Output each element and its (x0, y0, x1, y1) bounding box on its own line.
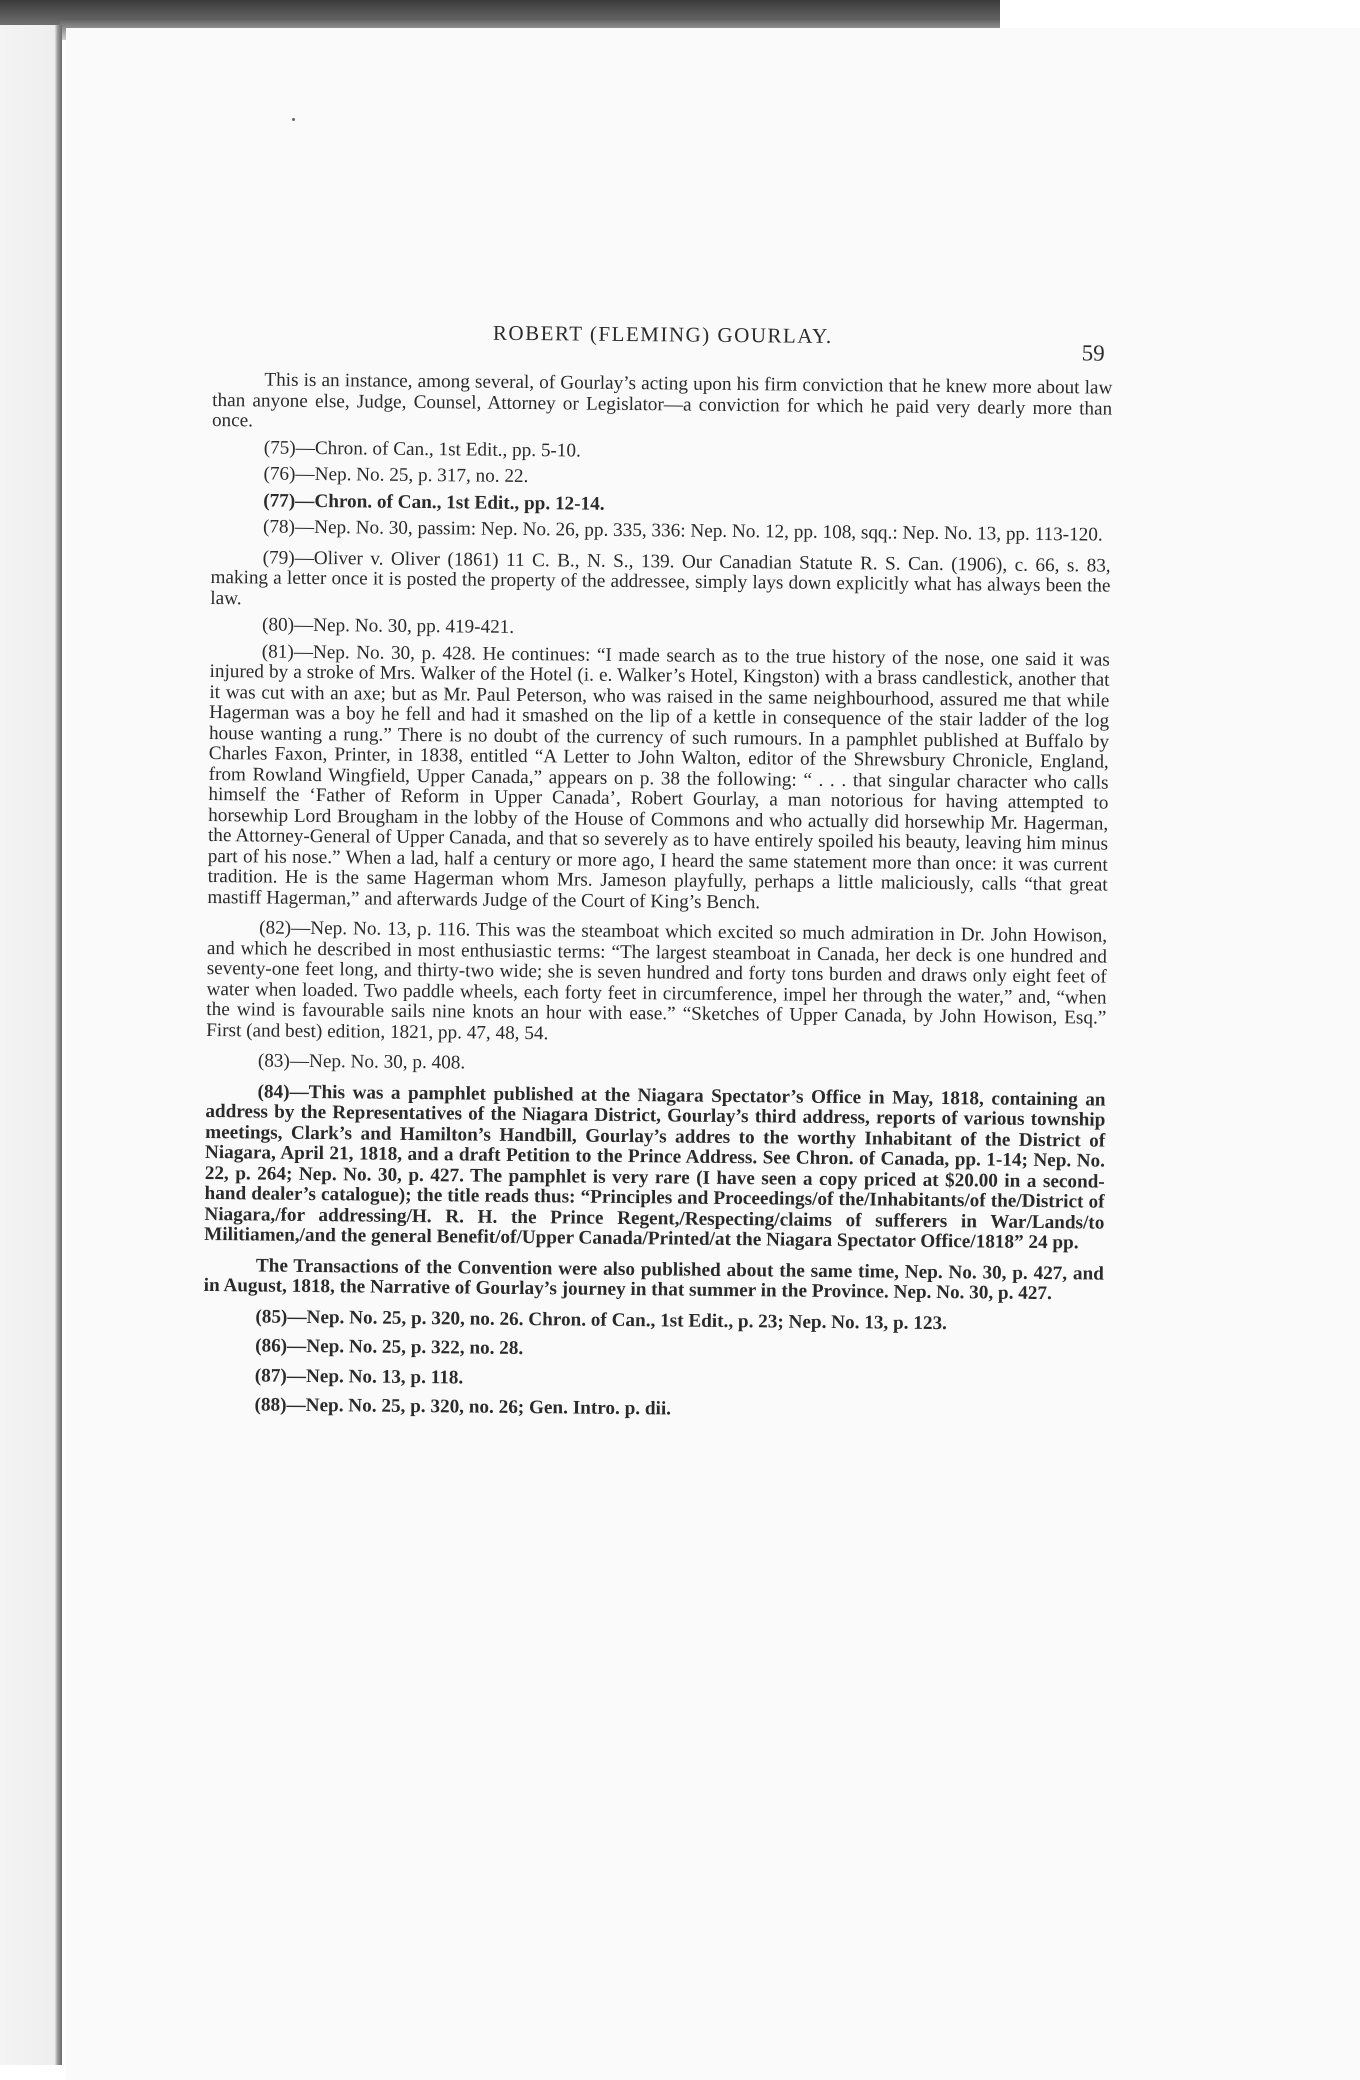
note-75: (75)—Chron. of Can., 1st Edit., pp. 5-10. (263, 436, 581, 462)
running-head: ROBERT (FLEMING) GOURLAY. (492, 320, 833, 348)
ink-speck (292, 118, 295, 121)
note-79: (79)—Oliver v. Oliver (1861) 11 C. B., N. S., 139. Our Canadian Statute R. S. Can. (1906), c. 66, s. 83, making a letter once it is posted the property of the addressee, simply lays down explicitly what has always been the law. (210, 546, 1111, 609)
note-81: (81)—Nep. No. 30, p. 428. He continues: “I made search as to the true history of the nose, one said it was injured by a stroke of Mrs. Walker of the Hotel (i. e. Walker’s Hotel, Kingston) with a brass candlestick, another that it was cut with an axe; but as Mr. Paul Peterson, who was raised in the same neighbourhood, assured me that while Hagerman was a boy he fell and had it smashed on the lip of a kettle in consequence of the stair ladder of the log house wanting a rung.” There is no doubt of the currency of such rumours. In a pamphlet published at Buffalo by Charles Faxon, Printer, in 1838, entitled “A Letter to John Walton, editor of the Shrewsbury Chronicle, England, from Rowland Wingfield, Upper Canada,” appears on p. 38 the following: “ . . . that singular character who calls himself the ‘Father of Reform in Upper Canada’, Robert Gourlay, a man notorious for having attempted to horsewhip Lord Brougham in the lobby of the House of Commons and who actually did horsewhip Mr. Hagerman, the Attorney-General of Upper Canada, and that so severely as to have entirely spoiled his beauty, leaving him minus part of his nose.” When a lad, half a century or more ago, I heard the same statement more than once: it was current tradition. He is the same Hagerman whom Mrs. Jameson playfully, perhaps a little maliciously, calls “that great mastiff Hagerman,” and afterwards Judge of the Court of King’s Bench. (207, 640, 1110, 913)
endnotes (202, 370, 1112, 1424)
note-85: (85)—Nep. No. 25, p. 320, no. 26. Chron. of Can., 1st Edit., p. 23; Nep. No. 13, p. 123. (255, 1305, 948, 1334)
note-82: (82)—Nep. No. 13, p. 116. This was the steamboat which excited so much admiration in Dr. John Howison, and which he described in most enthusiastic terms: “The largest steamboat in Canada, her deck is one hundred and seventy-one feet long, and thirty-two wide; she is seven hundred and forty tons burden and draws only eight feet of water when loaded. Two paddle wheels, each forty feet in circumference, impel her through the water,” and, “when the wind is favourable sails nine knots an hour with ease.” “Sketches of Upper Canada, by John Howison, Esq.” First (and best) edition, 1821, pp. 47, 48, 54. (206, 917, 1108, 1044)
facing-page-edge (0, 25, 62, 2065)
page-header (213, 318, 1113, 379)
note-88: (88)—Nep. No. 25, p. 320, no. 26; Gen. Intro. p. dii. (254, 1394, 672, 1420)
convention-paragraph: The Transactions of the Convention were also published about the same time, Nep. No. 30, p. 427, and in August, 1818, the Narrative of Gourlay’s journey in that summer in the Province. Nep. No. 30, p. 427. (203, 1254, 1104, 1305)
page-number: 59 (1081, 340, 1105, 366)
note-86: (86)—Nep. No. 25, p. 322, no. 28. (255, 1335, 524, 1360)
note-87: (87)—Nep. No. 13, p. 118. (254, 1364, 464, 1388)
note-78: (78)—Nep. No. 30, passim: Nep. No. 26, pp. 335, 336: Nep. No. 12, pp. 108, sqq.: Nep. No. 13, pp. 113-120. (262, 516, 1103, 546)
note-77: (77)—Chron. of Can., 1st Edit., pp. 12-14. (263, 489, 605, 515)
page-content (202, 318, 1113, 1433)
note-84: (84)—This was a pamphlet published at the Niagara Spectator’s Office in May, 1818, containing an address by the Representatives of the Niagara District, Gourlay’s third address, reports of various township meetings, Clark’s and Hamilton’s Handbill, Gourlay’s addres to the worthy Inhabitant of the District of Niagara, April 21, 1818, and a draft Petition to the Prince Address. See Chron. of Canada, pp. 1-14; Nep. No. 22, p. 264; Nep. No. 30, p. 427. The pamphlet is very rare (I have seen a copy priced at $20.00 in a second-hand dealer’s catalogue); the title reads thus: “Principles and Proceedings/of the/Inhabitants/of the/District of Niagara,/for addressing/H. R. H. the Prince Regent,/Respecting/claims of sufferers in War/Lands/to Militiamen,/and the general Benefit/of/Upper Canada/Printed/at the Niagara Spectator Office/1818” 24 pp. (204, 1080, 1106, 1254)
note-83: (83)—Nep. No. 30, p. 408. (257, 1050, 466, 1074)
note-76: (76)—Nep. No. 25, p. 317, no. 22. (263, 463, 529, 488)
intro-paragraph: This is an instance, among several, of Gourlay’s acting upon his firm conviction that he knew more about law than anyone else, Judge, Counsel, Attorney or Legislator—a conviction for which he paid very dearly more than once. (211, 369, 1113, 432)
note-80: (80)—Nep. No. 30, pp. 419-421. (261, 614, 515, 638)
